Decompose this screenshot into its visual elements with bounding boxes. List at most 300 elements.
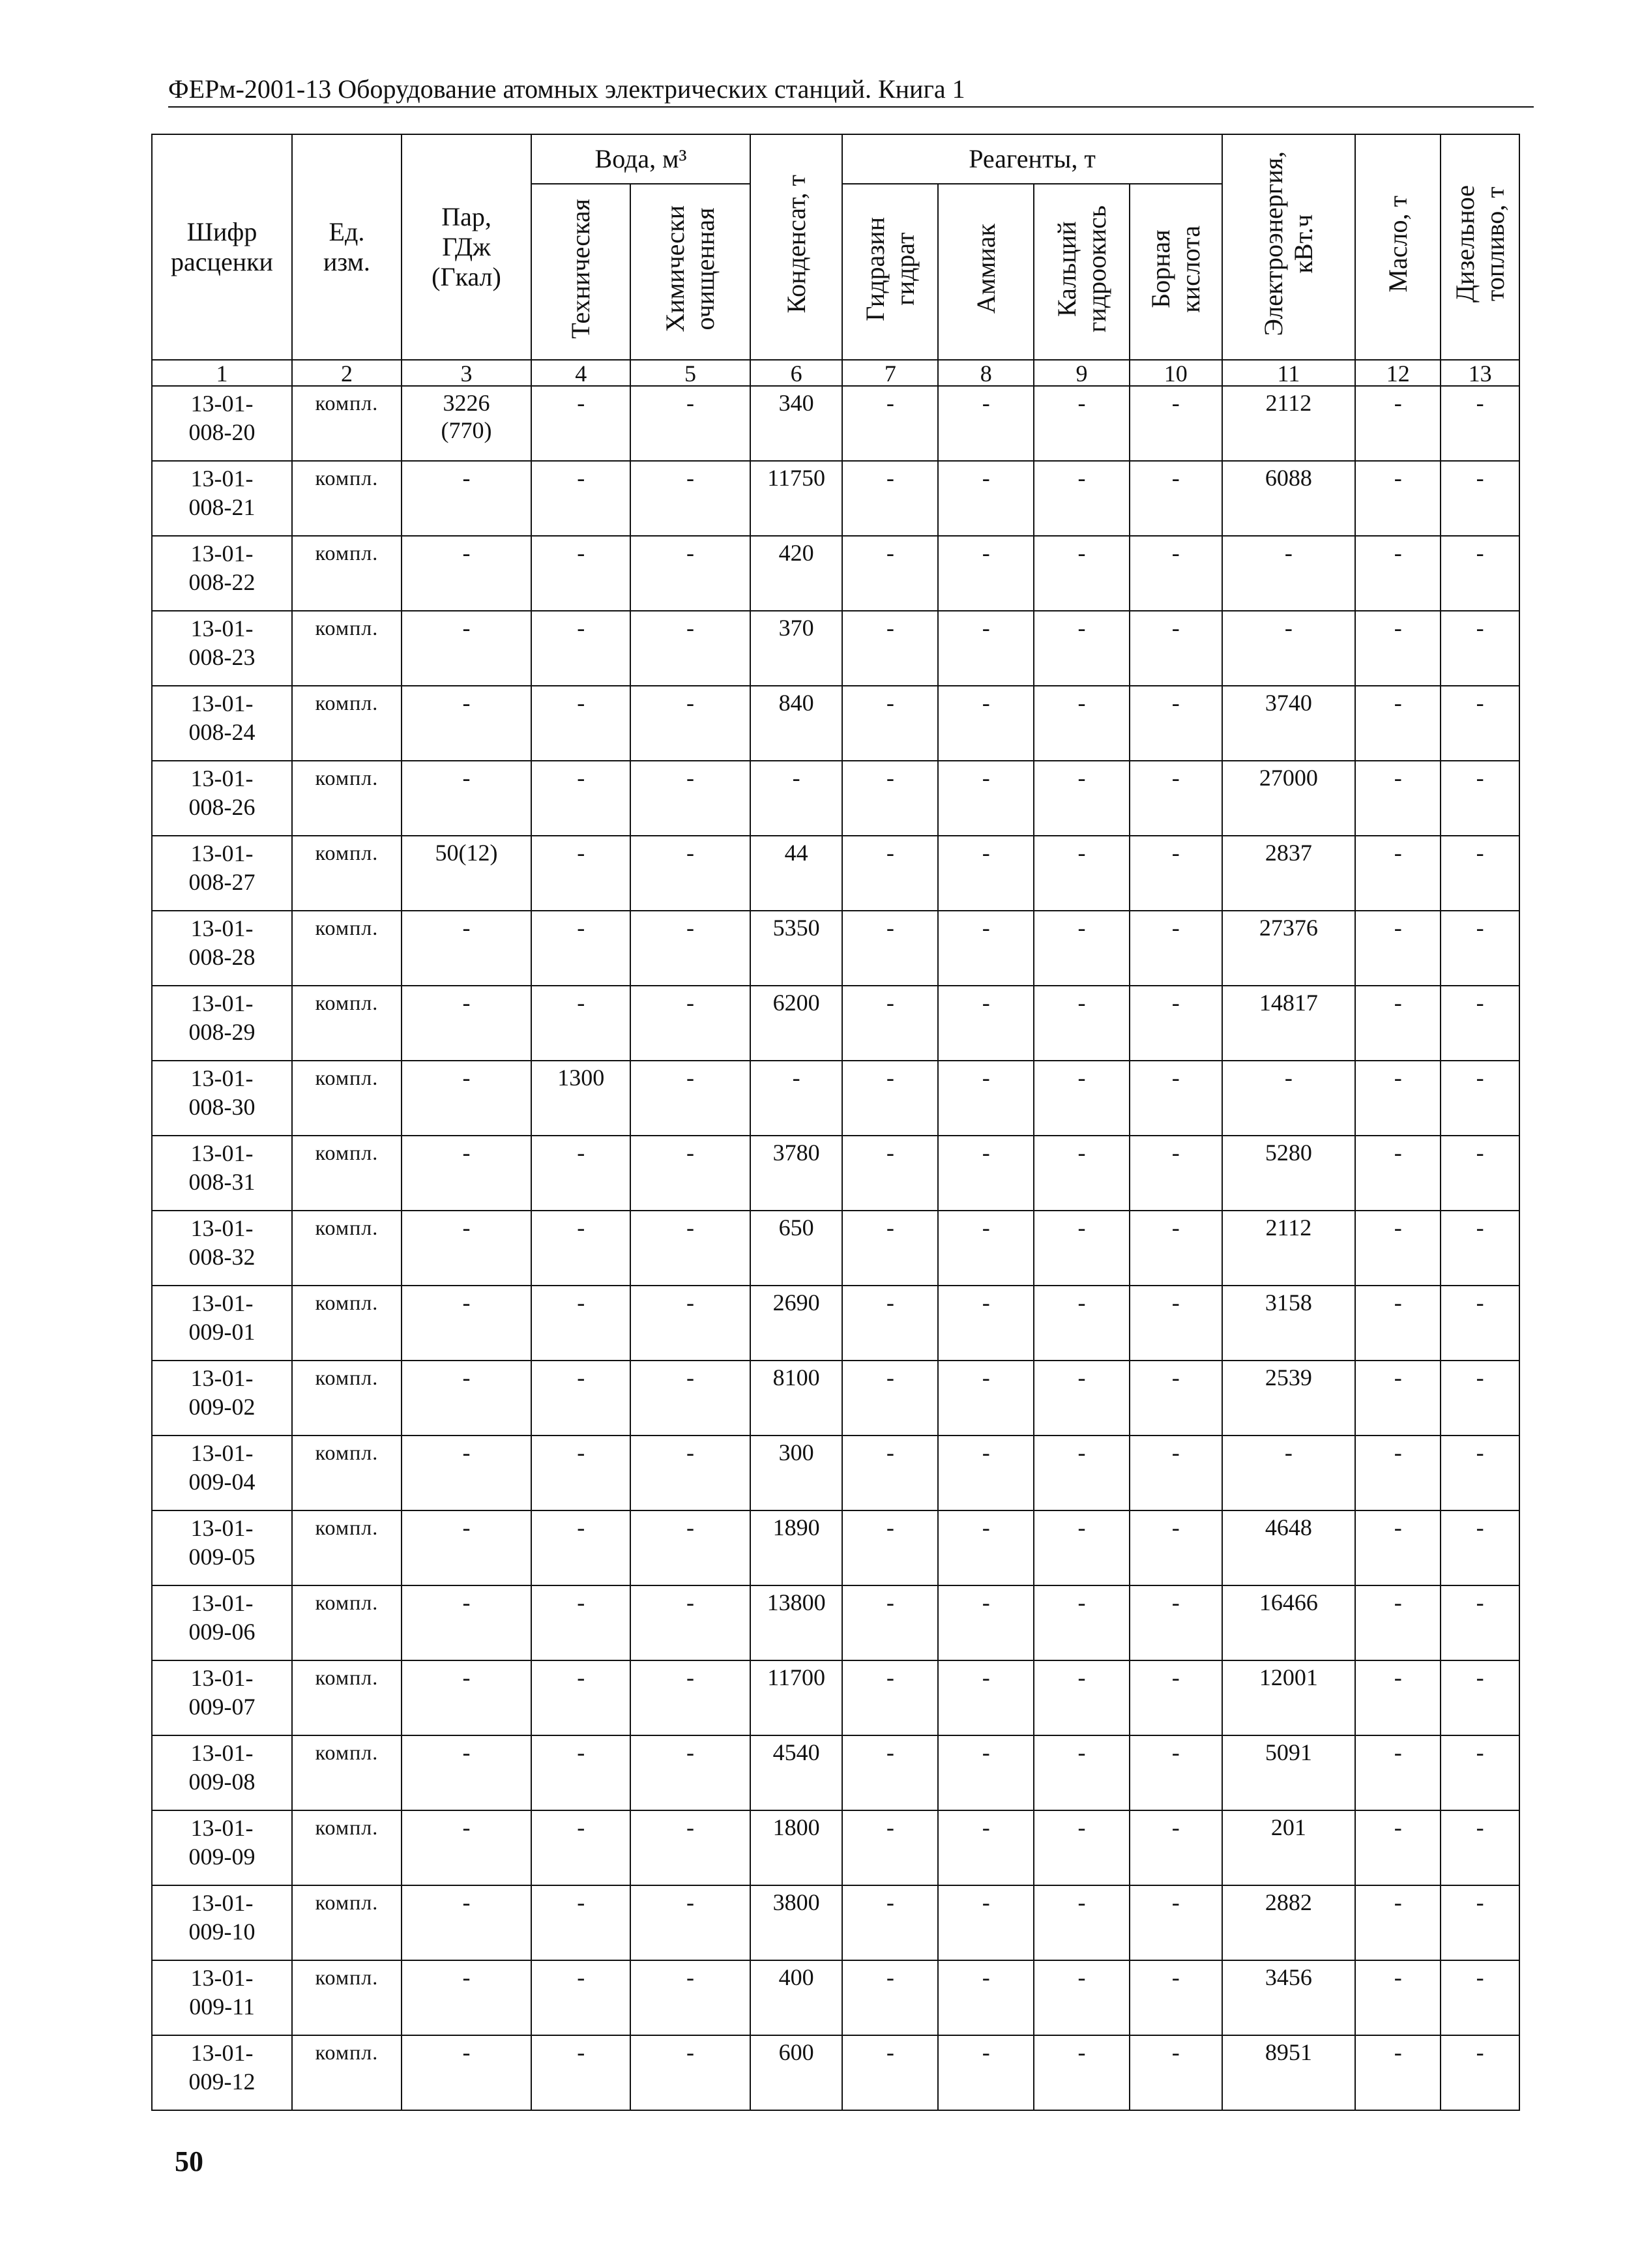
steam-cell: -	[402, 1585, 531, 1660]
ammonia-cell: -	[938, 1136, 1034, 1211]
condensate-cell: 2690	[750, 1286, 843, 1361]
rate-code-cell: 13-01- 008-30	[152, 1061, 292, 1136]
ammonia-cell: -	[938, 611, 1034, 686]
rate-code-cell: 13-01- 008-27	[152, 836, 292, 911]
electricity-cell: 201	[1222, 1810, 1356, 1885]
unit-cell: компл.	[292, 461, 402, 536]
diesel-cell: -	[1441, 1286, 1519, 1361]
diesel-cell: -	[1441, 386, 1519, 461]
rate-code-cell: 13-01- 008-21	[152, 461, 292, 536]
rate-code-cell: 13-01- 009-06	[152, 1585, 292, 1660]
table-row	[152, 986, 1519, 1061]
condensate-cell: 840	[750, 686, 843, 761]
boric-acid-cell: -	[1130, 461, 1222, 536]
rate-code-cell: 13-01- 008-20	[152, 386, 292, 461]
oil-cell: -	[1355, 761, 1441, 836]
boric-acid-cell: -	[1130, 836, 1222, 911]
water-chemical-cell: -	[630, 611, 750, 686]
rate-code-cell: 13-01- 008-28	[152, 911, 292, 986]
electricity-cell: 2837	[1222, 836, 1356, 911]
oil-cell: -	[1355, 1585, 1441, 1660]
header-hydrazine: Гидразин гидрат	[842, 184, 938, 360]
rate-code-cell: 13-01- 009-02	[152, 1361, 292, 1436]
header-unit: Ед. изм.	[292, 134, 402, 360]
boric-acid-cell: -	[1130, 1735, 1222, 1810]
column-number: 3	[402, 360, 531, 386]
ammonia-cell: -	[938, 1061, 1034, 1136]
rate-code-cell: 13-01- 008-24	[152, 686, 292, 761]
hydrazine-cell: -	[842, 911, 938, 986]
calcium-cell: -	[1034, 836, 1130, 911]
unit-cell: компл.	[292, 1735, 402, 1810]
steam-cell: -	[402, 911, 531, 986]
condensate-cell: 1800	[750, 1810, 843, 1885]
water-chemical-cell: -	[630, 1735, 750, 1810]
water-chemical-cell: -	[630, 1436, 750, 1510]
oil-cell: -	[1355, 1286, 1441, 1361]
condensate-cell: 600	[750, 2035, 843, 2110]
diesel-cell: -	[1441, 1660, 1519, 1735]
unit-cell: компл.	[292, 836, 402, 911]
header-rule	[168, 106, 1534, 108]
steam-cell: -	[402, 1361, 531, 1436]
water-technical-cell: -	[531, 836, 630, 911]
ammonia-cell: -	[938, 986, 1034, 1061]
diesel-cell: -	[1441, 686, 1519, 761]
diesel-cell: -	[1441, 1960, 1519, 2035]
condensate-cell: 3800	[750, 1885, 843, 1960]
diesel-cell: -	[1441, 611, 1519, 686]
hydrazine-cell: -	[842, 1286, 938, 1361]
header-reagents-group: Реагенты, т	[842, 134, 1222, 184]
boric-acid-cell: -	[1130, 1585, 1222, 1660]
table-row	[152, 1660, 1519, 1735]
electricity-cell: 5280	[1222, 1136, 1356, 1211]
calcium-cell: -	[1034, 1436, 1130, 1510]
ammonia-cell: -	[938, 836, 1034, 911]
rate-code-cell: 13-01- 008-26	[152, 761, 292, 836]
header-steam: Пар, ГДж (Гкал)	[402, 134, 531, 360]
diesel-cell: -	[1441, 1361, 1519, 1436]
table-row	[152, 911, 1519, 986]
ammonia-cell: -	[938, 386, 1034, 461]
diesel-cell: -	[1441, 761, 1519, 836]
hydrazine-cell: -	[842, 1510, 938, 1585]
diesel-cell: -	[1441, 1136, 1519, 1211]
ammonia-cell: -	[938, 1361, 1034, 1436]
calcium-cell: -	[1034, 986, 1130, 1061]
oil-cell: -	[1355, 1660, 1441, 1735]
water-technical-cell: -	[531, 986, 630, 1061]
water-technical-cell: -	[531, 2035, 630, 2110]
boric-acid-cell: -	[1130, 911, 1222, 986]
water-technical-cell: -	[531, 1286, 630, 1361]
water-chemical-cell: -	[630, 2035, 750, 2110]
water-technical-cell: -	[531, 1735, 630, 1810]
running-title: ФЕРм-2001-13 Оборудование атомных электрических станций. Книга 1	[168, 74, 965, 104]
oil-cell: -	[1355, 1960, 1441, 2035]
steam-cell: -	[402, 1061, 531, 1136]
table-row	[152, 1061, 1519, 1136]
boric-acid-cell: -	[1130, 1960, 1222, 2035]
oil-cell: -	[1355, 1885, 1441, 1960]
oil-cell: -	[1355, 461, 1441, 536]
water-technical-cell: -	[531, 1660, 630, 1735]
electricity-cell: -	[1222, 1061, 1356, 1136]
boric-acid-cell: -	[1130, 536, 1222, 611]
water-chemical-cell: -	[630, 686, 750, 761]
calcium-cell: -	[1034, 1361, 1130, 1436]
ammonia-cell: -	[938, 461, 1034, 536]
oil-cell: -	[1355, 911, 1441, 986]
hydrazine-cell: -	[842, 986, 938, 1061]
oil-cell: -	[1355, 536, 1441, 611]
boric-acid-cell: -	[1130, 1136, 1222, 1211]
rate-code-cell: 13-01- 009-08	[152, 1735, 292, 1810]
table-row	[152, 461, 1519, 536]
steam-cell: -	[402, 1510, 531, 1585]
ammonia-cell: -	[938, 1585, 1034, 1660]
oil-cell: -	[1355, 611, 1441, 686]
calcium-cell: -	[1034, 1885, 1130, 1960]
water-technical-cell: -	[531, 536, 630, 611]
table-row	[152, 2035, 1519, 2110]
rate-code-cell: 13-01- 009-04	[152, 1436, 292, 1510]
water-chemical-cell: -	[630, 1810, 750, 1885]
resource-norms-table	[151, 134, 1520, 2111]
water-chemical-cell: -	[630, 1585, 750, 1660]
calcium-cell: -	[1034, 761, 1130, 836]
steam-cell: -	[402, 461, 531, 536]
boric-acid-cell: -	[1130, 686, 1222, 761]
boric-acid-cell: -	[1130, 1885, 1222, 1960]
condensate-cell: -	[750, 761, 843, 836]
ammonia-cell: -	[938, 1660, 1034, 1735]
calcium-cell: -	[1034, 461, 1130, 536]
diesel-cell: -	[1441, 911, 1519, 986]
water-chemical-cell: -	[630, 1885, 750, 1960]
table-row	[152, 1585, 1519, 1660]
condensate-cell: 650	[750, 1211, 843, 1286]
header-water-chemical: Химически очищенная	[630, 184, 750, 360]
table-row	[152, 1735, 1519, 1810]
water-technical-cell: -	[531, 461, 630, 536]
ammonia-cell: -	[938, 536, 1034, 611]
boric-acid-cell: -	[1130, 761, 1222, 836]
hydrazine-cell: -	[842, 1436, 938, 1510]
header-water-group: Вода, м³	[531, 134, 750, 184]
steam-cell: -	[402, 986, 531, 1061]
hydrazine-cell: -	[842, 1885, 938, 1960]
diesel-cell: -	[1441, 986, 1519, 1061]
condensate-cell: 44	[750, 836, 843, 911]
table-row	[152, 1286, 1519, 1361]
column-number: 5	[630, 360, 750, 386]
header-condensate: Конденсат, т	[750, 134, 843, 360]
electricity-cell: -	[1222, 536, 1356, 611]
condensate-cell: 6200	[750, 986, 843, 1061]
condensate-cell: 370	[750, 611, 843, 686]
boric-acid-cell: -	[1130, 1510, 1222, 1585]
electricity-cell: -	[1222, 611, 1356, 686]
electricity-cell: 16466	[1222, 1585, 1356, 1660]
header-ammonia: Аммиак	[938, 184, 1034, 360]
ammonia-cell: -	[938, 1510, 1034, 1585]
table-row	[152, 1136, 1519, 1211]
calcium-cell: -	[1034, 1510, 1130, 1585]
diesel-cell: -	[1441, 1810, 1519, 1885]
boric-acid-cell: -	[1130, 1361, 1222, 1436]
steam-cell: -	[402, 611, 531, 686]
page-number: 50	[175, 2145, 203, 2177]
water-chemical-cell: -	[630, 911, 750, 986]
table-row	[152, 1211, 1519, 1286]
calcium-cell: -	[1034, 1735, 1130, 1810]
condensate-cell: 340	[750, 386, 843, 461]
boric-acid-cell: -	[1130, 1211, 1222, 1286]
oil-cell: -	[1355, 1735, 1441, 1810]
condensate-cell: 5350	[750, 911, 843, 986]
unit-cell: компл.	[292, 1510, 402, 1585]
boric-acid-cell: -	[1130, 386, 1222, 461]
hydrazine-cell: -	[842, 536, 938, 611]
condensate-cell: -	[750, 1061, 843, 1136]
hydrazine-cell: -	[842, 686, 938, 761]
table-row	[152, 836, 1519, 911]
oil-cell: -	[1355, 1436, 1441, 1510]
unit-cell: компл.	[292, 386, 402, 461]
table-row	[152, 386, 1519, 461]
water-chemical-cell: -	[630, 836, 750, 911]
hydrazine-cell: -	[842, 836, 938, 911]
unit-cell: компл.	[292, 1960, 402, 2035]
condensate-cell: 3780	[750, 1136, 843, 1211]
oil-cell: -	[1355, 836, 1441, 911]
rate-code-cell: 13-01- 009-01	[152, 1286, 292, 1361]
table-row	[152, 536, 1519, 611]
oil-cell: -	[1355, 2035, 1441, 2110]
hydrazine-cell: -	[842, 2035, 938, 2110]
boric-acid-cell: -	[1130, 1436, 1222, 1510]
water-chemical-cell: -	[630, 386, 750, 461]
condensate-cell: 4540	[750, 1735, 843, 1810]
table-row	[152, 761, 1519, 836]
column-number: 10	[1130, 360, 1222, 386]
diesel-cell: -	[1441, 1735, 1519, 1810]
electricity-cell: 5091	[1222, 1735, 1356, 1810]
electricity-cell: 27376	[1222, 911, 1356, 986]
oil-cell: -	[1355, 1211, 1441, 1286]
unit-cell: компл.	[292, 686, 402, 761]
ammonia-cell: -	[938, 686, 1034, 761]
unit-cell: компл.	[292, 1660, 402, 1735]
boric-acid-cell: -	[1130, 986, 1222, 1061]
calcium-cell: -	[1034, 386, 1130, 461]
water-technical-cell: -	[531, 761, 630, 836]
ammonia-cell: -	[938, 911, 1034, 986]
table-row	[152, 1510, 1519, 1585]
rate-code-cell: 13-01- 009-07	[152, 1660, 292, 1735]
condensate-cell: 8100	[750, 1361, 843, 1436]
diesel-cell: -	[1441, 2035, 1519, 2110]
water-chemical-cell: -	[630, 1061, 750, 1136]
condensate-cell: 1890	[750, 1510, 843, 1585]
steam-cell: 50(12)	[402, 836, 531, 911]
header-electricity: Электроэнергия, кВт.ч	[1222, 134, 1356, 360]
column-number: 6	[750, 360, 843, 386]
ammonia-cell: -	[938, 1885, 1034, 1960]
boric-acid-cell: -	[1130, 1660, 1222, 1735]
calcium-cell: -	[1034, 536, 1130, 611]
column-number: 12	[1355, 360, 1441, 386]
unit-cell: компл.	[292, 761, 402, 836]
rate-code-cell: 13-01- 009-12	[152, 2035, 292, 2110]
oil-cell: -	[1355, 386, 1441, 461]
water-technical-cell: -	[531, 1136, 630, 1211]
boric-acid-cell: -	[1130, 2035, 1222, 2110]
ammonia-cell: -	[938, 2035, 1034, 2110]
condensate-cell: 420	[750, 536, 843, 611]
boric-acid-cell: -	[1130, 1061, 1222, 1136]
hydrazine-cell: -	[842, 1361, 938, 1436]
diesel-cell: -	[1441, 1585, 1519, 1660]
unit-cell: компл.	[292, 1061, 402, 1136]
hydrazine-cell: -	[842, 386, 938, 461]
unit-cell: компл.	[292, 1885, 402, 1960]
rate-code-cell: 13-01- 008-31	[152, 1136, 292, 1211]
oil-cell: -	[1355, 1810, 1441, 1885]
water-chemical-cell: -	[630, 1510, 750, 1585]
steam-cell: -	[402, 1286, 531, 1361]
rate-code-cell: 13-01- 009-09	[152, 1810, 292, 1885]
table-row	[152, 1810, 1519, 1885]
steam-cell: -	[402, 1660, 531, 1735]
column-number: 7	[842, 360, 938, 386]
electricity-cell: 4648	[1222, 1510, 1356, 1585]
water-technical-cell: -	[531, 1585, 630, 1660]
electricity-cell: 12001	[1222, 1660, 1356, 1735]
column-number: 9	[1034, 360, 1130, 386]
unit-cell: компл.	[292, 1361, 402, 1436]
table-row	[152, 611, 1519, 686]
unit-cell: компл.	[292, 1136, 402, 1211]
oil-cell: -	[1355, 686, 1441, 761]
ammonia-cell: -	[938, 1436, 1034, 1510]
steam-cell: -	[402, 1136, 531, 1211]
calcium-cell: -	[1034, 1960, 1130, 2035]
condensate-cell: 11700	[750, 1660, 843, 1735]
water-chemical-cell: -	[630, 536, 750, 611]
calcium-cell: -	[1034, 1585, 1130, 1660]
water-chemical-cell: -	[630, 1960, 750, 2035]
water-technical-cell: -	[531, 1510, 630, 1585]
steam-cell: -	[402, 1211, 531, 1286]
electricity-cell: 3456	[1222, 1960, 1356, 2035]
water-chemical-cell: -	[630, 986, 750, 1061]
column-number: 13	[1441, 360, 1519, 386]
electricity-cell: 6088	[1222, 461, 1356, 536]
unit-cell: компл.	[292, 536, 402, 611]
header-water-technical: Техническая	[531, 184, 630, 360]
water-chemical-cell: -	[630, 1660, 750, 1735]
table-row	[152, 1960, 1519, 2035]
rate-code-cell: 13-01- 008-29	[152, 986, 292, 1061]
rate-code-cell: 13-01- 008-32	[152, 1211, 292, 1286]
oil-cell: -	[1355, 1361, 1441, 1436]
calcium-cell: -	[1034, 1136, 1130, 1211]
unit-cell: компл.	[292, 1286, 402, 1361]
steam-cell: -	[402, 1810, 531, 1885]
electricity-cell: 2539	[1222, 1361, 1356, 1436]
electricity-cell: 14817	[1222, 986, 1356, 1061]
calcium-cell: -	[1034, 1211, 1130, 1286]
hydrazine-cell: -	[842, 1585, 938, 1660]
electricity-cell: 2112	[1222, 1211, 1356, 1286]
boric-acid-cell: -	[1130, 1286, 1222, 1361]
water-chemical-cell: -	[630, 1361, 750, 1436]
table-row	[152, 1885, 1519, 1960]
table-row	[152, 1436, 1519, 1510]
oil-cell: -	[1355, 986, 1441, 1061]
unit-cell: компл.	[292, 2035, 402, 2110]
column-number: 1	[152, 360, 292, 386]
hydrazine-cell: -	[842, 461, 938, 536]
ammonia-cell: -	[938, 1735, 1034, 1810]
electricity-cell: 2112	[1222, 386, 1356, 461]
unit-cell: компл.	[292, 1585, 402, 1660]
calcium-cell: -	[1034, 1660, 1130, 1735]
steam-cell: 3226 (770)	[402, 386, 531, 461]
steam-cell: -	[402, 1436, 531, 1510]
oil-cell: -	[1355, 1510, 1441, 1585]
column-number: 2	[292, 360, 402, 386]
water-technical-cell: -	[531, 386, 630, 461]
hydrazine-cell: -	[842, 761, 938, 836]
oil-cell: -	[1355, 1136, 1441, 1211]
water-chemical-cell: -	[630, 1211, 750, 1286]
ammonia-cell: -	[938, 761, 1034, 836]
condensate-cell: 300	[750, 1436, 843, 1510]
unit-cell: компл.	[292, 1810, 402, 1885]
unit-cell: компл.	[292, 1211, 402, 1286]
electricity-cell: 2882	[1222, 1885, 1356, 1960]
calcium-cell: -	[1034, 911, 1130, 986]
diesel-cell: -	[1441, 536, 1519, 611]
water-chemical-cell: -	[630, 461, 750, 536]
water-technical-cell: -	[531, 686, 630, 761]
table-row	[152, 686, 1519, 761]
rate-code-cell: 13-01- 008-23	[152, 611, 292, 686]
boric-acid-cell: -	[1130, 611, 1222, 686]
hydrazine-cell: -	[842, 611, 938, 686]
water-chemical-cell: -	[630, 761, 750, 836]
water-technical-cell: -	[531, 1885, 630, 1960]
water-technical-cell: -	[531, 611, 630, 686]
hydrazine-cell: -	[842, 1211, 938, 1286]
unit-cell: компл.	[292, 1436, 402, 1510]
unit-cell: компл.	[292, 611, 402, 686]
hydrazine-cell: -	[842, 1735, 938, 1810]
header-oil: Масло, т	[1355, 134, 1441, 360]
header-boric: Борная кислота	[1130, 184, 1222, 360]
steam-cell: -	[402, 686, 531, 761]
ammonia-cell: -	[938, 1960, 1034, 2035]
column-number-row	[152, 360, 1519, 386]
electricity-cell: 8951	[1222, 2035, 1356, 2110]
column-number: 8	[938, 360, 1034, 386]
header-calcium: Кальций гидроокись	[1034, 184, 1130, 360]
rate-code-cell: 13-01- 009-10	[152, 1885, 292, 1960]
